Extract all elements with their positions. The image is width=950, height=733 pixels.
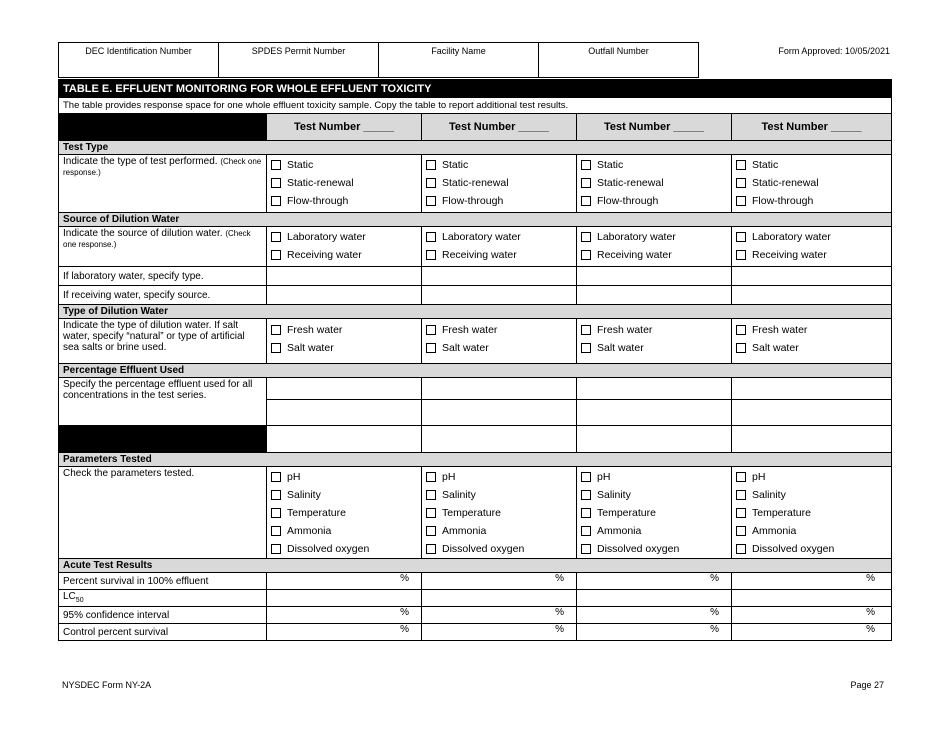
parameters-options — [577, 467, 732, 559]
test-type-options — [422, 155, 577, 213]
checkbox-label: Static — [287, 159, 314, 171]
checkbox-label: Static — [597, 159, 624, 171]
checkbox-label: pH — [287, 471, 301, 483]
checkbox[interactable] — [271, 544, 281, 554]
checkbox[interactable] — [736, 232, 746, 242]
receiving-water-source-input[interactable] — [577, 286, 732, 305]
dilution-source-options — [577, 227, 732, 267]
checkbox-label: Static — [442, 159, 469, 171]
ci95-input[interactable]: % — [577, 607, 732, 624]
checkbox-option-flow-through[interactable] — [736, 192, 887, 210]
dec-id-field[interactable] — [59, 43, 219, 77]
checkbox-label: pH — [597, 471, 611, 483]
checkbox-label: pH — [442, 471, 456, 483]
checkbox-option-static-renewal[interactable] — [581, 174, 727, 192]
checkbox-label: Flow-through — [752, 195, 814, 207]
pct-effluent-input[interactable] — [422, 378, 577, 400]
dilution-type-options — [577, 319, 732, 364]
checkbox[interactable] — [736, 196, 746, 206]
checkbox-option-dissolved-oxygen[interactable] — [736, 540, 887, 558]
pct-effluent-label: Specify the percentage effluent used for all concentrations in the test series. — [59, 378, 267, 426]
checkbox-label: Temperature — [287, 507, 346, 519]
section-test-type: Test Type — [59, 141, 892, 155]
checkbox[interactable] — [426, 160, 436, 170]
checkbox[interactable] — [271, 526, 281, 536]
control-survival-input[interactable]: % — [577, 624, 732, 641]
checkbox-option-receiving-water[interactable] — [426, 246, 572, 264]
lab-water-type-label: If laboratory water, specify type. — [59, 267, 267, 286]
control-survival-input[interactable]: % — [732, 624, 892, 641]
parameters-options — [267, 467, 422, 559]
parameters-label: Check the parameters tested. — [59, 467, 267, 559]
checkbox-option-ammonia[interactable] — [736, 522, 887, 540]
checkbox[interactable] — [581, 160, 591, 170]
checkbox-option-salt-water[interactable] — [581, 339, 727, 357]
checkbox[interactable] — [271, 160, 281, 170]
facility-name-field[interactable] — [379, 43, 539, 77]
checkbox-label: Ammonia — [287, 525, 332, 537]
test-type-note: (Check one response.) — [63, 157, 262, 177]
checkbox-option-dissolved-oxygen[interactable] — [271, 540, 417, 558]
test-number-4[interactable]: Test Number _____ — [732, 114, 892, 141]
checkbox-label: Dissolved oxygen — [597, 543, 680, 555]
lab-water-type-input[interactable] — [267, 267, 422, 286]
pct-effluent-input[interactable] — [422, 400, 577, 426]
lc50-input[interactable] — [422, 590, 577, 607]
lc50-text: LC — [63, 591, 76, 602]
parameters-options — [732, 467, 892, 559]
lab-water-type-input[interactable] — [577, 267, 732, 286]
checkbox-option-laboratory-water[interactable] — [271, 228, 417, 246]
checkbox-label: Receiving water — [442, 249, 517, 261]
checkbox[interactable] — [271, 250, 281, 260]
checkbox[interactable] — [426, 196, 436, 206]
checkbox[interactable] — [426, 544, 436, 554]
checkbox[interactable] — [581, 325, 591, 335]
section-dilution-source: Source of Dilution Water — [59, 213, 892, 227]
checkbox-label: Ammonia — [442, 525, 487, 537]
checkbox[interactable] — [426, 232, 436, 242]
section-acute-results: Acute Test Results — [59, 559, 892, 573]
checkbox[interactable] — [736, 178, 746, 188]
pct-effluent-input[interactable] — [577, 426, 732, 453]
dilution-source-text: Indicate the source of dilution water. — [63, 228, 223, 239]
test-type-text: Indicate the type of test performed. — [63, 156, 218, 167]
survival-100-input[interactable]: % — [267, 573, 422, 590]
checkbox-option-dissolved-oxygen[interactable] — [581, 540, 727, 558]
checkbox-option-salinity[interactable] — [736, 486, 887, 504]
checkbox[interactable] — [736, 160, 746, 170]
checkbox-option-ph[interactable] — [581, 468, 727, 486]
survival-100-input[interactable]: % — [732, 573, 892, 590]
wet-table — [58, 79, 892, 641]
header-blank — [59, 114, 267, 141]
checkbox-option-static[interactable] — [736, 156, 887, 174]
pct-effluent-input[interactable] — [267, 400, 422, 426]
checkbox[interactable] — [581, 544, 591, 554]
checkbox[interactable] — [426, 343, 436, 353]
checkbox-label: Fresh water — [442, 324, 498, 336]
page-number: Page 27 — [850, 680, 884, 690]
checkbox-option-temperature[interactable] — [581, 504, 727, 522]
checkbox-label: Flow-through — [597, 195, 659, 207]
survival-100-input[interactable]: % — [422, 573, 577, 590]
checkbox-label: Receiving water — [752, 249, 827, 261]
checkbox-option-ph[interactable] — [271, 468, 417, 486]
receiving-water-source-input[interactable] — [732, 286, 892, 305]
dilution-type-options — [422, 319, 577, 364]
checkbox[interactable] — [581, 472, 591, 482]
checkbox-option-flow-through[interactable] — [271, 192, 417, 210]
lab-water-type-input[interactable] — [422, 267, 577, 286]
checkbox-label: Static-renewal — [597, 177, 664, 189]
checkbox-label: Salt water — [287, 342, 334, 354]
checkbox[interactable] — [581, 490, 591, 500]
checkbox-label: Ammonia — [597, 525, 642, 537]
checkbox[interactable] — [581, 526, 591, 536]
checkbox[interactable] — [736, 472, 746, 482]
checkbox[interactable] — [271, 472, 281, 482]
checkbox-label: Temperature — [597, 507, 656, 519]
dilution-source-label — [59, 227, 267, 267]
checkbox-label: Laboratory water — [597, 231, 676, 243]
checkbox[interactable] — [581, 178, 591, 188]
pct-effluent-input[interactable] — [732, 426, 892, 453]
checkbox-option-static-renewal[interactable] — [271, 174, 417, 192]
checkbox-label: Laboratory water — [442, 231, 521, 243]
pct-effluent-input[interactable] — [732, 378, 892, 400]
checkbox[interactable] — [581, 196, 591, 206]
checkbox-label: Receiving water — [597, 249, 672, 261]
lc50-input[interactable] — [577, 590, 732, 607]
test-type-label — [59, 155, 267, 213]
outfall-number-label: Outfall Number — [588, 46, 649, 56]
lc50-subscript: 50 — [75, 597, 84, 604]
checkbox-option-dissolved-oxygen[interactable] — [426, 540, 572, 558]
checkbox-label: pH — [752, 471, 766, 483]
checkbox-option-fresh-water[interactable] — [581, 321, 727, 339]
pct-effluent-input[interactable] — [267, 378, 422, 400]
control-survival-label: Control percent survival — [59, 624, 267, 641]
checkbox-label: Fresh water — [597, 324, 653, 336]
dilution-type-options — [732, 319, 892, 364]
control-survival-input[interactable]: % — [422, 624, 577, 641]
lc50-input[interactable] — [732, 590, 892, 607]
checkbox-label: Salinity — [597, 489, 631, 501]
checkbox-option-static-renewal[interactable] — [736, 174, 887, 192]
checkbox-label: Static — [752, 159, 779, 171]
checkbox[interactable] — [271, 325, 281, 335]
checkbox-option-ph[interactable] — [426, 468, 572, 486]
form-id: NYSDEC Form NY-2A — [62, 680, 152, 690]
pct-effluent-input[interactable] — [577, 400, 732, 426]
spdes-permit-field[interactable] — [219, 43, 379, 77]
checkbox-option-salt-water[interactable] — [426, 339, 572, 357]
checkbox[interactable] — [426, 508, 436, 518]
checkbox-label: Flow-through — [442, 195, 504, 207]
lc50-label — [59, 590, 267, 607]
checkbox-option-laboratory-water[interactable] — [581, 228, 727, 246]
receiving-water-source-input[interactable] — [422, 286, 577, 305]
checkbox-option-salinity[interactable] — [271, 486, 417, 504]
receiving-water-source-label: If receiving water, specify source. — [59, 286, 267, 305]
outfall-number-field[interactable] — [539, 43, 698, 77]
checkbox-label: Salt water — [442, 342, 489, 354]
checkbox-label: Dissolved oxygen — [287, 543, 370, 555]
pct-effluent-input[interactable] — [422, 426, 577, 453]
checkbox-option-receiving-water[interactable] — [271, 246, 417, 264]
test-type-options — [732, 155, 892, 213]
control-survival-input[interactable]: % — [267, 624, 422, 641]
test-number-3[interactable]: Test Number _____ — [577, 114, 732, 141]
checkbox[interactable] — [581, 250, 591, 260]
checkbox-option-temperature[interactable] — [426, 504, 572, 522]
id-header-box — [58, 42, 699, 78]
section-percentage-effluent: Percentage Effluent Used — [59, 364, 892, 378]
checkbox[interactable] — [736, 343, 746, 353]
checkbox-label: Dissolved oxygen — [752, 543, 835, 555]
checkbox-option-static[interactable] — [426, 156, 572, 174]
blacked-out-cell — [59, 426, 267, 453]
checkbox[interactable] — [736, 526, 746, 536]
ci95-input[interactable]: % — [732, 607, 892, 624]
receiving-water-source-input[interactable] — [267, 286, 422, 305]
facility-name-label: Facility Name — [431, 46, 486, 56]
checkbox-option-ammonia[interactable] — [426, 522, 572, 540]
checkbox-label: Salt water — [752, 342, 799, 354]
checkbox[interactable] — [736, 544, 746, 554]
dilution-type-options — [267, 319, 422, 364]
form-approved-date: Form Approved: 10/05/2021 — [778, 46, 890, 56]
lab-water-type-input[interactable] — [732, 267, 892, 286]
checkbox-label: Laboratory water — [287, 231, 366, 243]
checkbox-option-static[interactable] — [581, 156, 727, 174]
dilution-source-options — [422, 227, 577, 267]
checkbox[interactable] — [736, 490, 746, 500]
checkbox-label: Temperature — [442, 507, 501, 519]
checkbox-option-ph[interactable] — [736, 468, 887, 486]
checkbox-option-flow-through[interactable] — [426, 192, 572, 210]
checkbox-label: Salinity — [752, 489, 786, 501]
checkbox[interactable] — [426, 526, 436, 536]
checkbox-label: Salt water — [597, 342, 644, 354]
checkbox-option-fresh-water[interactable] — [426, 321, 572, 339]
checkbox[interactable] — [271, 343, 281, 353]
ci95-input[interactable]: % — [267, 607, 422, 624]
checkbox-option-fresh-water[interactable] — [271, 321, 417, 339]
checkbox-option-flow-through[interactable] — [581, 192, 727, 210]
parameters-options — [422, 467, 577, 559]
checkbox[interactable] — [736, 325, 746, 335]
checkbox[interactable] — [426, 178, 436, 188]
ci95-label: 95% confidence interval — [59, 607, 267, 624]
dilution-type-label: Indicate the type of dilution water. If salt water, specify “natural” or type of artificial sea salts or brine used. — [59, 319, 267, 364]
pct-effluent-input[interactable] — [732, 400, 892, 426]
checkbox-option-salt-water[interactable] — [736, 339, 887, 357]
checkbox-option-laboratory-water[interactable] — [736, 228, 887, 246]
checkbox[interactable] — [271, 178, 281, 188]
checkbox-option-receiving-water[interactable] — [736, 246, 887, 264]
checkbox-option-static-renewal[interactable] — [426, 174, 572, 192]
checkbox-option-laboratory-water[interactable] — [426, 228, 572, 246]
checkbox-label: Receiving water — [287, 249, 362, 261]
checkbox[interactable] — [426, 490, 436, 500]
checkbox-label: Salinity — [442, 489, 476, 501]
dilution-source-options — [732, 227, 892, 267]
checkbox-option-receiving-water[interactable] — [581, 246, 727, 264]
checkbox-label: Ammonia — [752, 525, 797, 537]
checkbox[interactable] — [426, 472, 436, 482]
table-title: TABLE E. EFFLUENT MONITORING FOR WHOLE EFFLUENT TOXICITY — [59, 80, 892, 98]
section-dilution-type: Type of Dilution Water — [59, 305, 892, 319]
checkbox-label: Static-renewal — [752, 177, 819, 189]
checkbox[interactable] — [271, 490, 281, 500]
checkbox-option-static[interactable] — [271, 156, 417, 174]
table-intro: The table provides response space for one whole effluent toxicity sample. Copy the table to report additional test results. — [59, 98, 892, 114]
section-parameters-tested: Parameters Tested — [59, 453, 892, 467]
checkbox[interactable] — [736, 508, 746, 518]
lc50-input[interactable] — [267, 590, 422, 607]
checkbox[interactable] — [736, 250, 746, 260]
checkbox[interactable] — [271, 196, 281, 206]
checkbox[interactable] — [426, 250, 436, 260]
spdes-permit-label: SPDES Permit Number — [251, 46, 346, 56]
checkbox-option-salinity[interactable] — [581, 486, 727, 504]
test-type-options — [267, 155, 422, 213]
checkbox-option-temperature[interactable] — [736, 504, 887, 522]
survival-100-input[interactable]: % — [577, 573, 732, 590]
checkbox[interactable] — [581, 232, 591, 242]
checkbox-label: Laboratory water — [752, 231, 831, 243]
checkbox-label: Dissolved oxygen — [442, 543, 525, 555]
survival-100-label: Percent survival in 100% effluent — [59, 573, 267, 590]
checkbox-option-salinity[interactable] — [426, 486, 572, 504]
checkbox-label: Static-renewal — [442, 177, 509, 189]
pct-effluent-input[interactable] — [577, 378, 732, 400]
checkbox-option-ammonia[interactable] — [581, 522, 727, 540]
test-number-1[interactable]: Test Number _____ — [267, 114, 422, 141]
checkbox[interactable] — [271, 232, 281, 242]
checkbox-option-salt-water[interactable] — [271, 339, 417, 357]
checkbox-option-fresh-water[interactable] — [736, 321, 887, 339]
checkbox[interactable] — [581, 343, 591, 353]
dilution-source-note: (Check one response.) — [63, 229, 251, 249]
test-number-2[interactable]: Test Number _____ — [422, 114, 577, 141]
test-type-options — [577, 155, 732, 213]
checkbox-option-temperature[interactable] — [271, 504, 417, 522]
pct-effluent-input[interactable] — [267, 426, 422, 453]
checkbox-label: Flow-through — [287, 195, 349, 207]
checkbox[interactable] — [271, 508, 281, 518]
checkbox[interactable] — [426, 325, 436, 335]
dec-id-label: DEC Identification Number — [85, 46, 192, 56]
dilution-source-options — [267, 227, 422, 267]
checkbox-label: Salinity — [287, 489, 321, 501]
checkbox-option-ammonia[interactable] — [271, 522, 417, 540]
ci95-input[interactable]: % — [422, 607, 577, 624]
checkbox-label: Temperature — [752, 507, 811, 519]
checkbox-label: Fresh water — [287, 324, 343, 336]
checkbox[interactable] — [581, 508, 591, 518]
checkbox-label: Static-renewal — [287, 177, 354, 189]
checkbox-label: Fresh water — [752, 324, 808, 336]
